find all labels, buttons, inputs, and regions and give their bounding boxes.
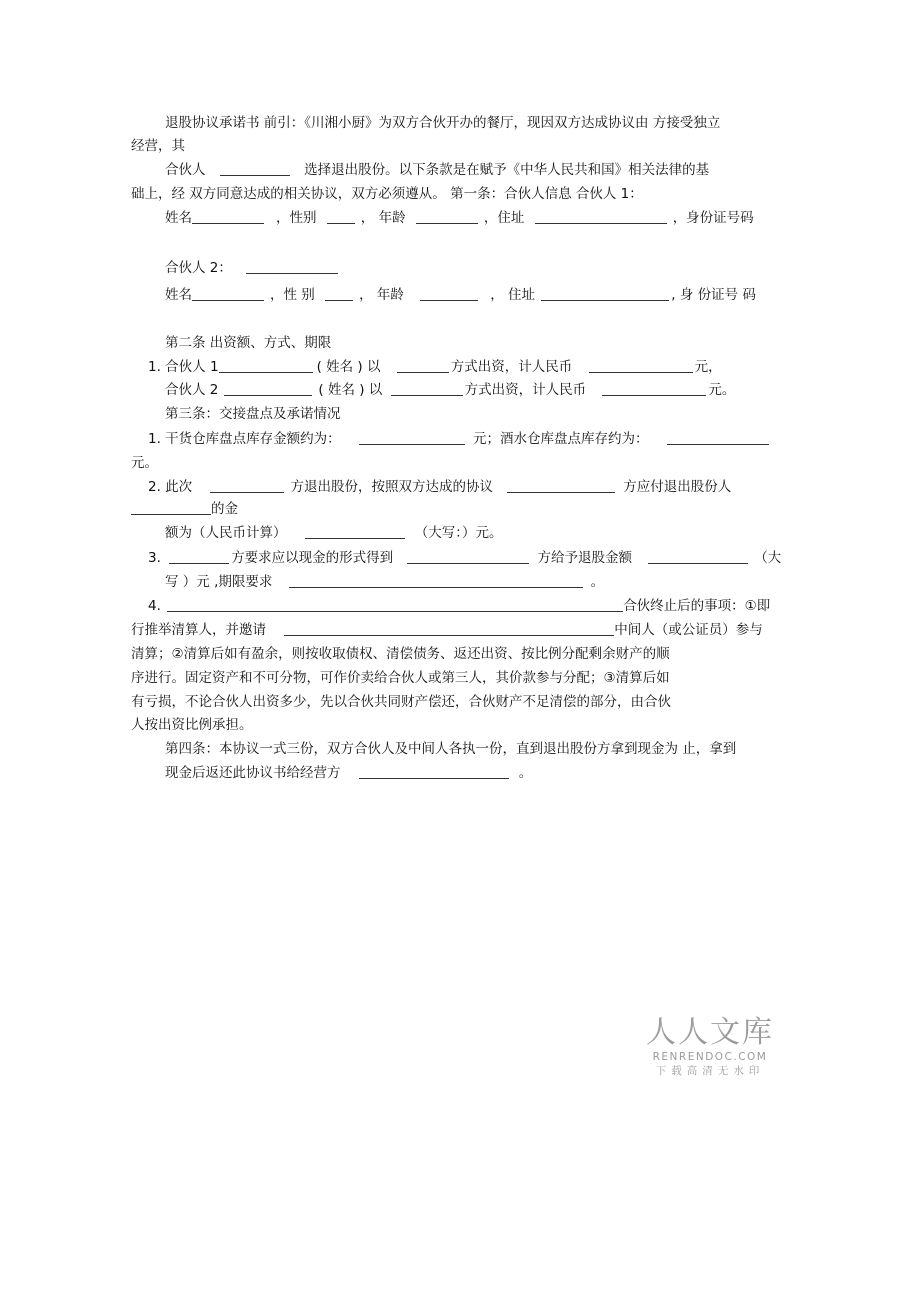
- blank-partner2-name: [224, 381, 312, 396]
- blank-pay-party: [507, 478, 615, 493]
- line-article3-2b: 的金: [131, 500, 238, 518]
- watermark-title: 人人文库: [646, 1015, 774, 1050]
- blank-partner1-name: [219, 358, 313, 373]
- watermark-logo: [640, 1016, 780, 1078]
- blank-invitee: [284, 621, 614, 636]
- blank-amount-2: [602, 381, 706, 396]
- blank-gender-1: [327, 209, 355, 224]
- blank-partner2: [246, 259, 338, 274]
- watermark-url: RENRENDOC.COM: [652, 1051, 768, 1063]
- line-title: 退股协议承诺书 前引：《川湘小厨》为双方合伙开办的餐厅，现因双方达成协议由 方接受独立: [165, 115, 721, 131]
- line-21: 清算；②清算后如有盈余，则按收取债权、清偿债务、返还出资、按比例分配剩余财产的顺: [131, 646, 670, 662]
- article-4b: 现金后返还此协议书给经营方 。: [165, 765, 533, 781]
- blank-termination: [167, 597, 623, 612]
- blank-rmb-amount: [305, 524, 405, 539]
- blank-amount-1: [589, 358, 693, 373]
- blank-age-1: [416, 209, 478, 224]
- line-article3-2c: 额为（人民币计算） （大写：）元。: [165, 525, 503, 541]
- line-22: 序进行。固定资产和不可分物，可作价卖给合伙人或第三人，其价款参与分配；③清算后如: [131, 670, 670, 686]
- blank-exit-person: [131, 500, 211, 515]
- blank-exit-party: [210, 478, 284, 493]
- blank-address-2: [541, 286, 669, 301]
- line-3: 合伙人 选择退出股份。以下条款是在赋予《中华人民共和国》相关法律的基: [165, 162, 710, 178]
- blank-name-1: [192, 209, 264, 224]
- watermark-subtitle: 下载高清无水印: [655, 1065, 765, 1077]
- line-article3-4: 4. 合伙终止后的事项：①即: [148, 598, 771, 614]
- line-23: 有亏损，不论合伙人出资多少，先以合伙共同财产偿还，合伙财产不足清偿的部分，由合伙: [131, 694, 671, 710]
- line-4: 础上，经 双方同意达成的相关协议，双方必须遵从。 第一条：合伙人信息 合伙人 1：: [131, 186, 643, 202]
- blank-name-2: [192, 286, 264, 301]
- blank-operator: [359, 764, 509, 779]
- blank-age-2: [420, 286, 478, 301]
- line-article3-2: 2. 此次 方退出股份，按照双方达成的协议 方应付退出股份人: [148, 479, 732, 495]
- line-article3-1b: 元。: [131, 455, 158, 471]
- blank-partner: [220, 161, 290, 176]
- blank-deadline: [289, 573, 583, 588]
- blank-cash-party: [169, 549, 229, 564]
- line-article3-4b: 行推举清算人，并邀请 中间人（或公证员）参与: [131, 622, 763, 638]
- line-2: 经营，其: [131, 138, 185, 154]
- blank-give-party: [407, 549, 529, 564]
- line-partner2-label: 合伙人 2：: [165, 259, 338, 277]
- line-partner1: 姓名 ，性别 ， 年龄 ，住址 ，身份证号码: [165, 210, 754, 226]
- line-partner2: 姓名 ，性 别 ， 年龄 ， 住址 , 身 份证号 码: [165, 287, 756, 303]
- blank-address-1: [535, 209, 667, 224]
- blank-method-2: [391, 381, 463, 396]
- article-4: 第四条：本协议一式三份，双方合伙人及中间人各执一份，直到退出股份方拿到现金为 止，拿到: [165, 741, 737, 757]
- line-article2-2: 合伙人 2 ( 姓名 ) 以 方式出资，计人民币 元。: [165, 382, 736, 398]
- blank-gender-2: [325, 286, 353, 301]
- article-2-title: 第二条 出资额、方式、期限: [165, 335, 332, 351]
- line-article3-3b: 写 ）元 ,期限要求 。: [165, 574, 605, 590]
- blank-wine-stock: [667, 430, 769, 445]
- line-article3-1: 1. 干货仓库盘点库存金额约为： 元；酒水仓库盘点库存约为：: [148, 430, 769, 448]
- line-article3-3: 3. 方要求应以现金的形式得到 方给予退股金额 （大: [148, 550, 782, 566]
- blank-refund-amount: [648, 549, 748, 564]
- line-article2-1: 1. 合伙人 1 ( 姓名 ) 以 方式出资，计人民币 元，: [148, 359, 722, 375]
- blank-method-1: [397, 358, 449, 373]
- line-24: 人按出资比例承担。: [131, 717, 253, 733]
- blank-dry-goods: [359, 430, 465, 445]
- article-3-title: 第三条：交接盘点及承诺情况: [165, 406, 341, 422]
